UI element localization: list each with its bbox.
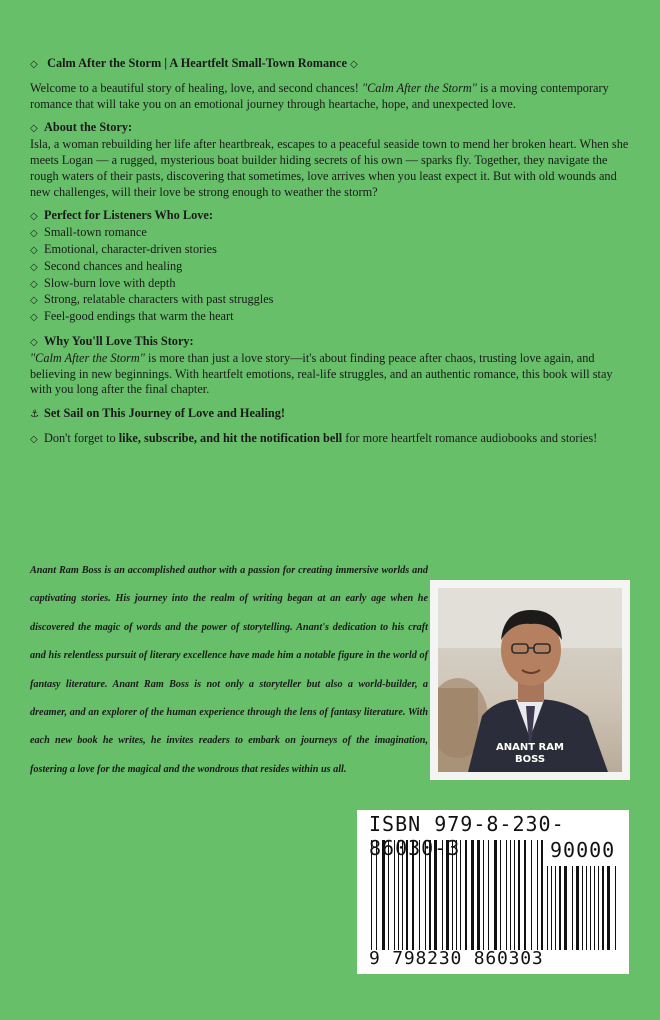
about-section <box>30 120 632 200</box>
set-sail-line: ⚓ Set Sail on This Journey of Love and Healing! <box>30 406 632 423</box>
barcode-bar <box>607 866 610 950</box>
why-love-heading: ◇ Why You'll Love This Story: <box>30 334 632 351</box>
author-photo-frame <box>430 580 630 780</box>
intro-paragraph: Welcome to a beautiful story of healing, love, and second chances! "Calm After the Storm" is a moving contemporary romance that will take you on an emotional journey through heartache, hope, and unexpected love. <box>30 80 609 111</box>
book-description <box>30 56 632 456</box>
about-heading: ◇ About the Story: <box>30 120 632 137</box>
price-code: 90000 <box>550 838 616 862</box>
diamond-icon: ◇ <box>30 278 38 290</box>
isbn-barcode <box>357 810 629 974</box>
photo-watermark: ANANT RAM BOSS <box>496 742 564 765</box>
barcode-bar <box>615 866 616 950</box>
why-love-section: ◇ Why You'll Love This Story: "Calm After the Storm" is more than just a love story—it's about finding peace after chaos, trusting love again, and believing in new beginnings. With heartfelt emotions, real-life struggles, and an authentic romance, this book will stay with you long after the final chapter. <box>30 334 632 398</box>
list-item: ◇ Slow-burn love with depth <box>30 276 632 293</box>
barcode-bar <box>586 866 587 950</box>
barcode-bar <box>594 866 595 950</box>
diamond-icon: ◇ <box>30 312 38 324</box>
barcode-digits: 9 798230 860303 <box>369 948 544 969</box>
barcode-bar <box>551 866 552 950</box>
author-photo <box>438 588 622 772</box>
diamond-icon: ◇ <box>30 433 38 445</box>
barcode-bar <box>564 866 567 950</box>
barcode-bar <box>598 866 599 950</box>
diamond-icon: ◇ <box>30 59 38 70</box>
list-item: ◇ Feel-good endings that warm the heart <box>30 309 632 326</box>
diamond-icon: ◇ <box>30 295 38 307</box>
diamond-icon: ◇ <box>30 336 38 348</box>
barcode-bar <box>582 866 583 950</box>
title-line: ◇ Calm After the Storm | A Heartfelt Small-Town Romance ◇ <box>30 56 632 73</box>
barcode-bar <box>572 866 573 950</box>
barcode-bar <box>547 866 548 950</box>
list-item: ◇ Strong, relatable characters with past struggles <box>30 292 632 309</box>
barcode-bar <box>590 866 591 950</box>
diamond-icon: ◇ <box>30 123 38 135</box>
barcode-bar <box>559 866 561 950</box>
perfect-for-heading: ◇ Perfect for Listeners Who Love: <box>30 208 632 225</box>
anchor-icon: ⚓ <box>30 409 39 421</box>
list-item: ◇ Emotional, character-driven stories <box>30 242 632 259</box>
diamond-icon: ◇ <box>30 228 38 240</box>
diamond-icon: ◇ <box>30 261 38 273</box>
barcode-bar <box>602 866 604 950</box>
about-text: Isla, a woman rebuilding her life after heartbreak, escapes to a peaceful seaside town to mend her broken heart. When she meets Logan — a rugged, mysterious boat builder hiding secrets of his own — sparks fly. Together, they navigate the rough waters of their pasts, discovering that sometimes, love arrives when you least expect it. But with old wounds and new challenges, will their love be strong enough to weather the storm? <box>30 137 629 199</box>
barcode-bar <box>576 866 579 950</box>
diamond-icon: ◇ <box>30 211 38 223</box>
diamond-icon: ◇ <box>350 59 358 70</box>
list-item: ◇ Second chances and healing <box>30 259 632 276</box>
diamond-icon: ◇ <box>30 244 38 256</box>
author-bio: Anant Ram Boss is an accomplished author with a passion for creating immersive worlds and captivating stories. His journey into the realm of writing began at an early age when he discovered the magic of words and the power of storytelling. Anant's dedication to his craft and his relentless pursuit of literary excellence have made him a notable figure in the world of fantasy literature. Anant Ram Boss is not only a storyteller but also a world-builder, a dreamer, and an explorer of the human experience through the lens of fantasy literature. With each new book he writes, he invites readers to embark on journeys of the imagination, fostering a love for the magical and the wondrous that resides within us all. <box>30 565 428 775</box>
list-item: ◇ Small-town romance <box>30 225 632 242</box>
barcode-bar <box>555 866 556 950</box>
perfect-for-section <box>30 208 632 326</box>
isbn-label: ISBN 979-8-230-86030-3 <box>369 812 565 860</box>
cta-line: ◇ Don't forget to like, subscribe, and hit the notification bell for more heartfelt romance audiobooks and stories! <box>30 431 632 448</box>
